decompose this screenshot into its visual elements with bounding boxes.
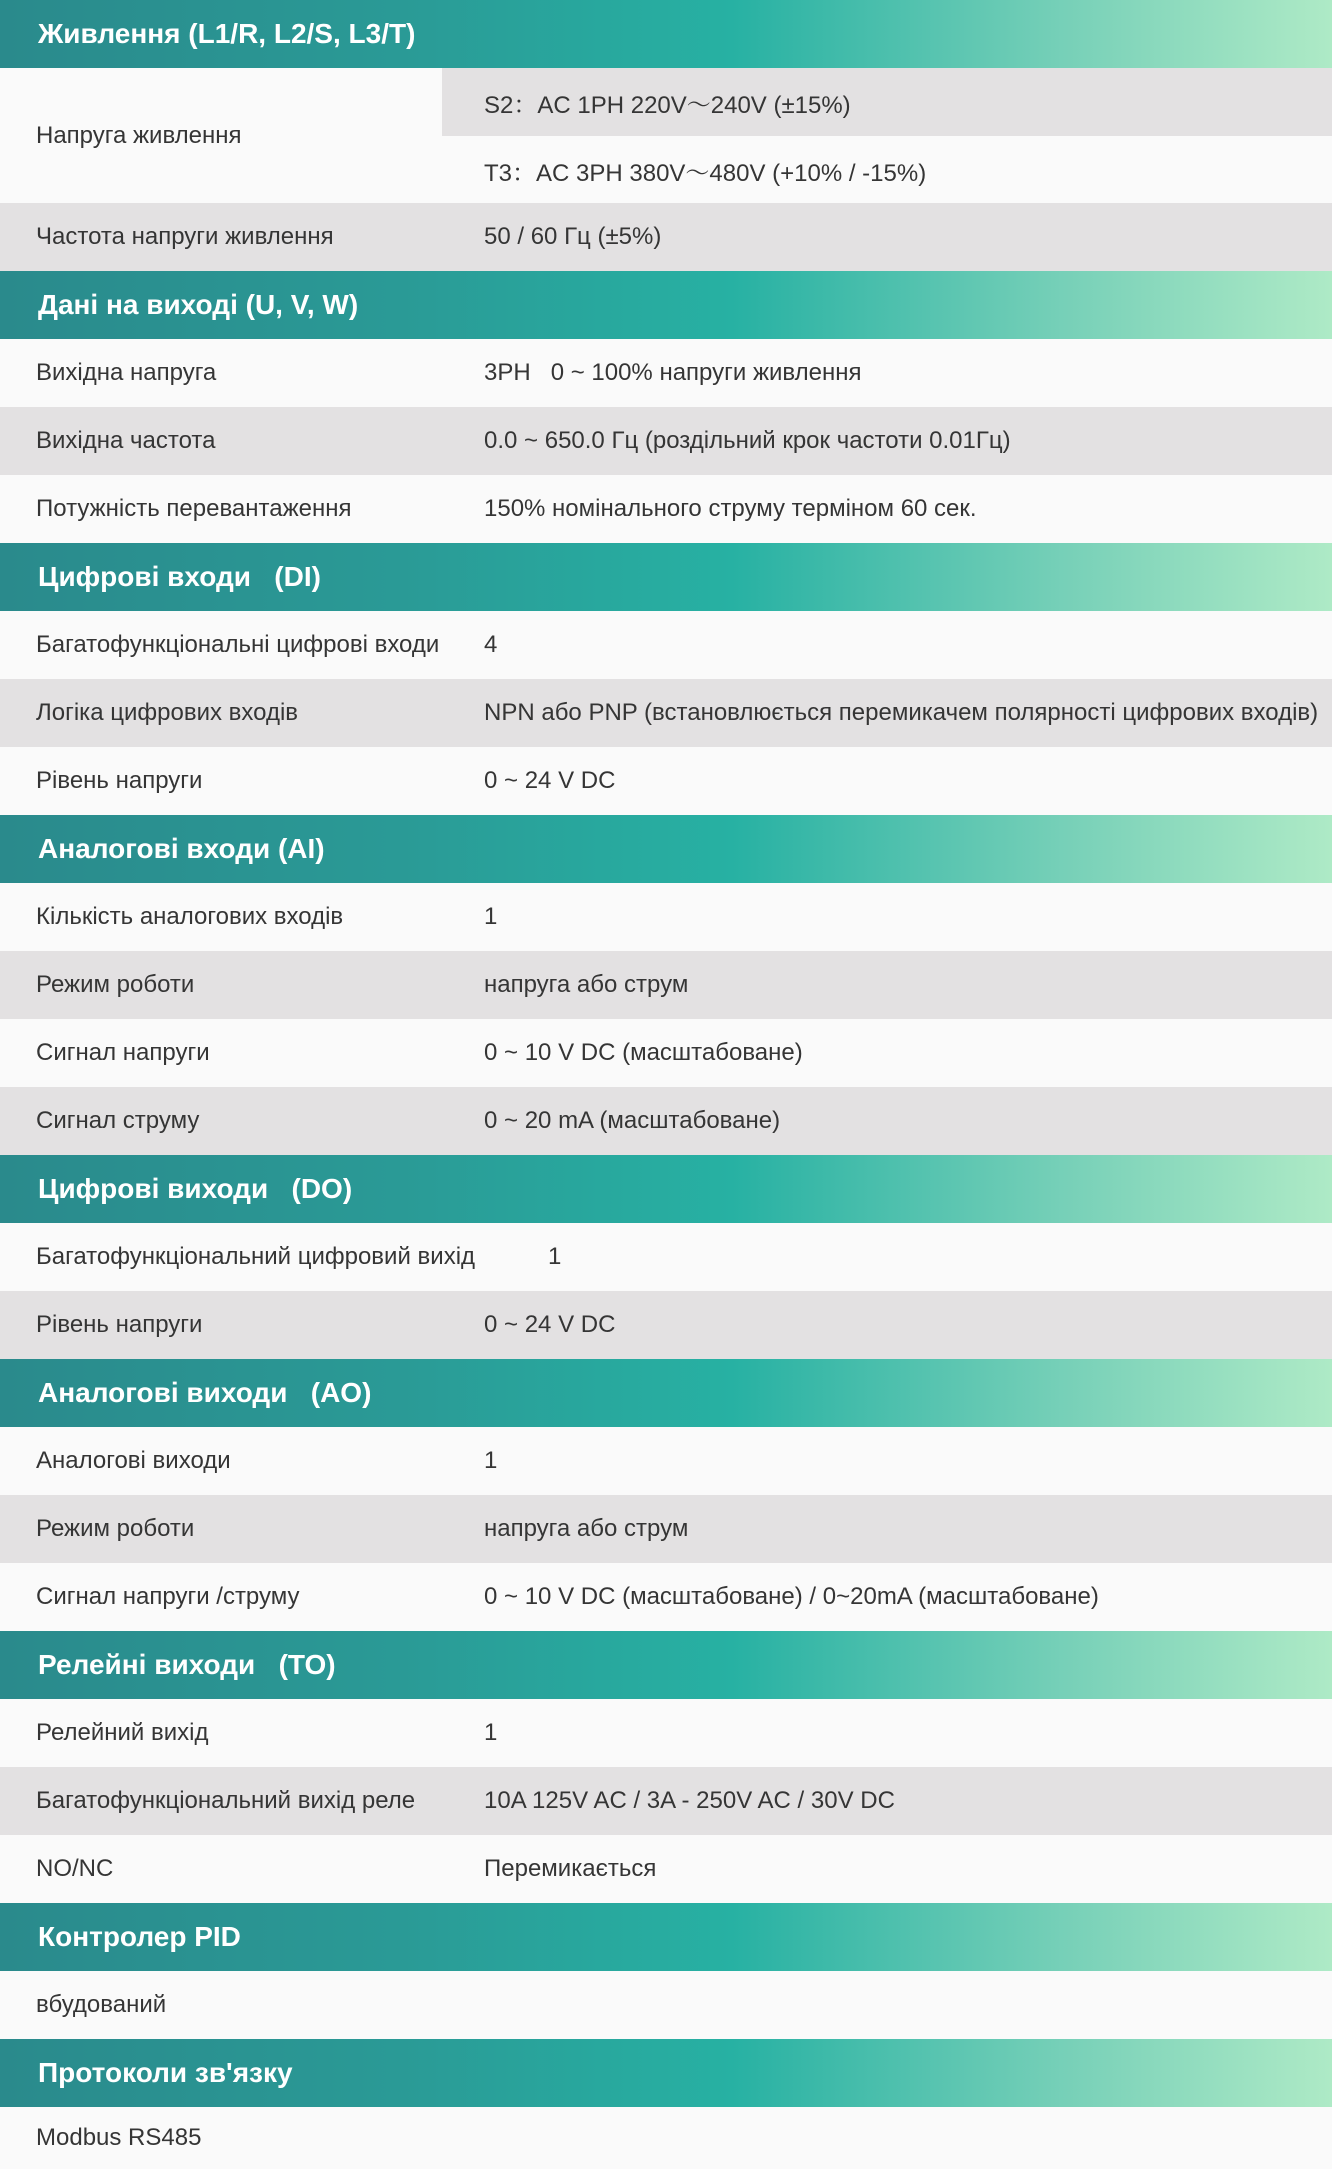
- section-header-analog-outputs: Аналогові виходи (AO): [0, 1359, 1332, 1427]
- table-row: [0, 1767, 1332, 1835]
- table-row: [0, 475, 1332, 543]
- row-label: Modbus RS485: [36, 2124, 202, 2151]
- row-value: напруга або струм: [484, 971, 689, 998]
- row-value: 0 ~ 24 V DC: [484, 1311, 616, 1338]
- row-label: Режим роботи: [36, 971, 195, 998]
- row-value: Перемикається: [484, 1855, 657, 1882]
- supply-voltage-s2-cell: [442, 68, 1332, 136]
- supply-voltage-t3-cell: [442, 136, 1332, 204]
- section-header-digital-outputs: Цифрові виходи (DO): [0, 1155, 1332, 1223]
- table-row-supply-frequency: [0, 203, 1332, 271]
- row-value: 0 ~ 10 V DC (масштабоване) / 0~20mA (масштабоване): [484, 1583, 1099, 1610]
- row-value: S2：AC 1PH 220V～240V (±15%): [484, 91, 851, 119]
- table-row: [0, 1291, 1332, 1359]
- row-label: Багатофункціональні цифрові входи: [36, 631, 440, 658]
- row-label: Частота напруги живлення: [36, 223, 334, 250]
- row-label: Багатофункціональний цифровий вихід: [36, 1243, 476, 1270]
- row-value: 10A 125V AC / 3A - 250V AC / 30V DC: [484, 1787, 895, 1814]
- table-row: [0, 1019, 1332, 1087]
- section-header-relay-outputs: Релейні виходи (TO): [0, 1631, 1332, 1699]
- section-header-digital-inputs: Цифрові входи (DI): [0, 543, 1332, 611]
- row-label: Релейний вихід: [36, 1719, 209, 1746]
- table-row: [0, 1087, 1332, 1155]
- section-header-pid: Контролер PID: [0, 1903, 1332, 1971]
- row-label: NO/NC: [36, 1855, 114, 1882]
- row-value: T3：AC 3PH 380V～480V (+10% / -15%): [484, 159, 927, 187]
- section-header-analog-inputs: Аналогові входи (AI): [0, 815, 1332, 883]
- row-value: 3PH 0 ~ 100% напруги живлення: [484, 359, 862, 386]
- row-label: Режим роботи: [36, 1515, 195, 1542]
- row-value: напруга або струм: [484, 1515, 689, 1542]
- row-label: Рівень напруги: [36, 767, 203, 794]
- table-row: [0, 747, 1332, 815]
- row-value: 1: [484, 1447, 498, 1474]
- row-value: 0.0 ~ 650.0 Гц (роздільний крок частоти 0.01Гц): [484, 427, 1011, 454]
- table-row: [0, 1223, 1332, 1291]
- table-row: [0, 1835, 1332, 1903]
- table-row: [0, 339, 1332, 407]
- row-value: 1: [484, 903, 498, 930]
- row-label: Багатофункціональний вихід реле: [36, 1787, 416, 1814]
- table-row: [0, 883, 1332, 951]
- row-label: Сигнал напруги: [36, 1039, 210, 1066]
- section-header-communication: Протоколи зв'язку: [0, 2039, 1332, 2107]
- table-row: [0, 2107, 1332, 2169]
- section-header-power: Живлення (L1/R, L2/S, L3/T): [0, 0, 1332, 68]
- row-label: Рівень напруги: [36, 1311, 203, 1338]
- section-header-output: Дані на виході (U, V, W): [0, 271, 1332, 339]
- row-label: Потужність перевантаження: [36, 495, 352, 522]
- table-row: [0, 679, 1332, 747]
- table-row: [0, 1699, 1332, 1767]
- table-row-supply-voltage: [0, 68, 1332, 203]
- table-row: [0, 611, 1332, 679]
- row-value: 4: [484, 631, 498, 658]
- row-label: Логіка цифрових входів: [36, 699, 299, 726]
- row-value: 1: [548, 1243, 562, 1270]
- row-label: Вихідна частота: [36, 427, 216, 454]
- row-value: 0 ~ 24 V DC: [484, 767, 616, 794]
- row-label: Сигнал струму: [36, 1107, 200, 1134]
- table-row: [0, 1563, 1332, 1631]
- row-value: 1: [484, 1719, 498, 1746]
- row-label: Напруга живлення: [36, 121, 242, 149]
- row-value: 0 ~ 20 mA (масштабоване): [484, 1107, 781, 1134]
- row-value: 50 / 60 Гц (±5%): [484, 223, 662, 250]
- row-label: Кількість аналогових входів: [36, 903, 344, 930]
- table-row: [0, 1971, 1332, 2039]
- row-value: NPN або PNP (встановлюється перемикачем полярності цифрових входів): [484, 699, 1319, 726]
- row-label: Сигнал напруги /струму: [36, 1583, 300, 1610]
- row-label: Вихідна напруга: [36, 359, 217, 386]
- table-row: [0, 951, 1332, 1019]
- table-row: [0, 1427, 1332, 1495]
- row-value: 150% номінального струму терміном 60 сек.: [484, 495, 977, 522]
- table-row: [0, 407, 1332, 475]
- row-value: 0 ~ 10 V DC (масштабоване): [484, 1039, 803, 1066]
- row-label: вбудований: [36, 1991, 167, 2018]
- table-row: [0, 1495, 1332, 1563]
- row-label: Аналогові виходи: [36, 1447, 231, 1474]
